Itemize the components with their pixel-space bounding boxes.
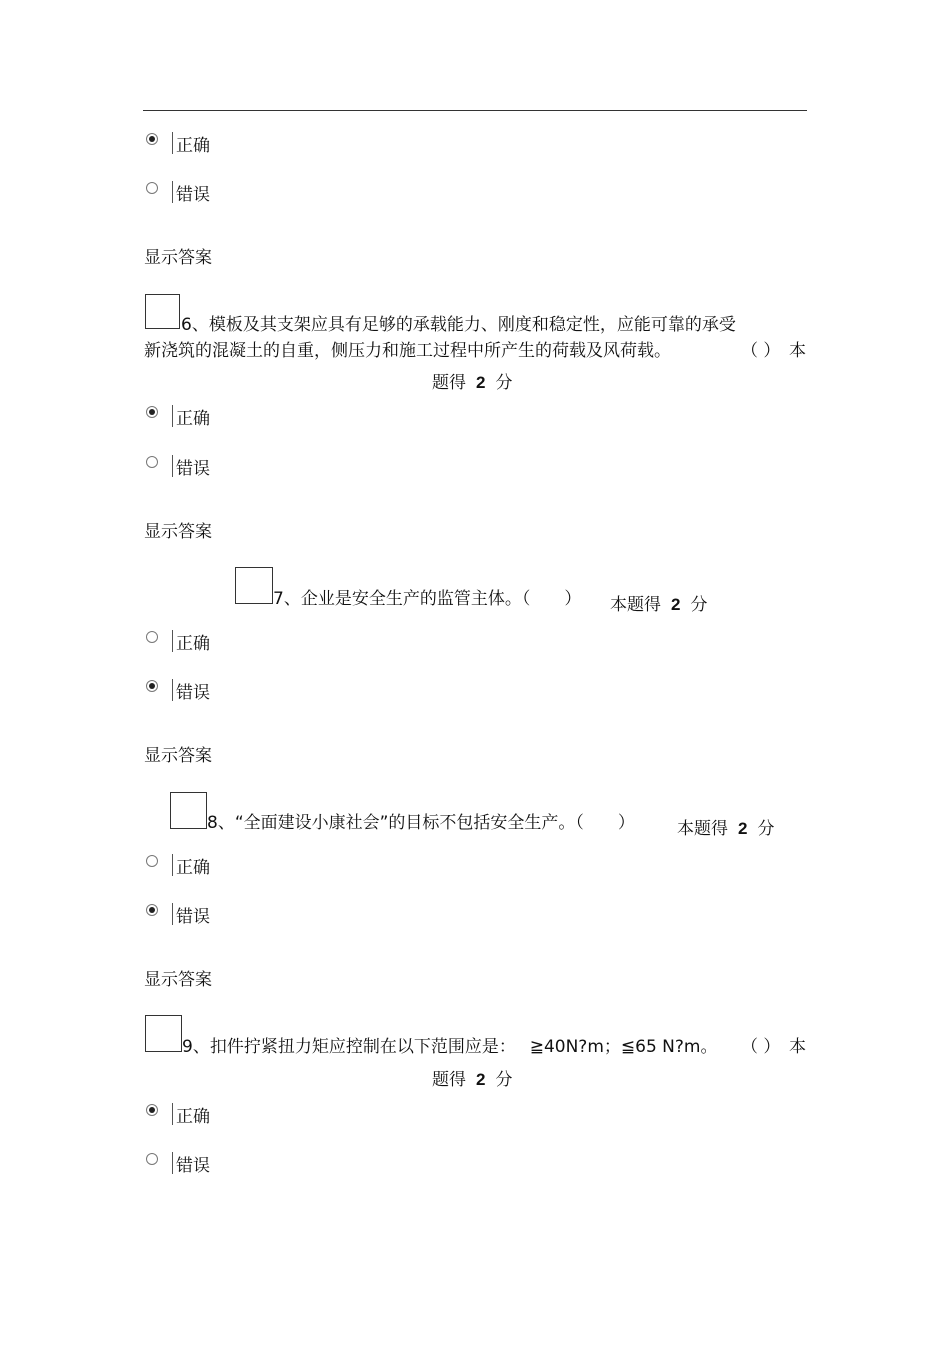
divider bbox=[172, 455, 173, 477]
score-unit: 分 bbox=[690, 595, 708, 615]
divider bbox=[172, 181, 173, 203]
q5-option-wrong[interactable] bbox=[146, 182, 210, 208]
score-points: 2 bbox=[671, 595, 681, 614]
radio-unchecked-icon[interactable] bbox=[146, 1153, 158, 1165]
radio-unchecked-icon[interactable] bbox=[146, 456, 158, 468]
divider bbox=[172, 1103, 173, 1125]
radio-checked-icon[interactable] bbox=[146, 1104, 158, 1116]
show-answer-link[interactable]: 显示答案 bbox=[144, 248, 212, 268]
q8-score bbox=[677, 814, 774, 839]
score-points: 2 bbox=[738, 819, 748, 838]
score-prefix: 题得 bbox=[432, 1070, 466, 1090]
score-prefix: 题得 bbox=[432, 373, 466, 393]
q7-score bbox=[610, 590, 707, 615]
divider bbox=[172, 679, 173, 701]
q8-checkbox[interactable] bbox=[170, 792, 207, 829]
show-answer-link[interactable]: 显示答案 bbox=[144, 746, 212, 766]
radio-checked-icon[interactable] bbox=[146, 133, 158, 145]
show-answer-link[interactable]: 显示答案 bbox=[144, 522, 212, 542]
option-label: 正确 bbox=[176, 858, 210, 878]
option-label: 错误 bbox=[176, 907, 210, 927]
option-label: 正确 bbox=[176, 1107, 210, 1127]
divider bbox=[172, 903, 173, 925]
q8-option-wrong[interactable] bbox=[146, 904, 210, 930]
q8-option-correct[interactable] bbox=[146, 855, 210, 881]
q9-option-wrong[interactable] bbox=[146, 1153, 210, 1179]
q5-option-correct[interactable] bbox=[146, 133, 210, 159]
divider bbox=[172, 630, 173, 652]
score-points: 2 bbox=[476, 373, 486, 392]
top-divider bbox=[143, 110, 807, 111]
radio-unchecked-icon[interactable] bbox=[146, 631, 158, 643]
q7-text: 7、企业是安全生产的监管主体。（ ） bbox=[273, 589, 582, 609]
q6-checkbox[interactable] bbox=[145, 294, 180, 329]
q7-option-correct[interactable] bbox=[146, 631, 210, 657]
option-label: 错误 bbox=[176, 459, 210, 479]
q6-option-correct[interactable] bbox=[146, 406, 210, 432]
score-points: 2 bbox=[476, 1070, 486, 1089]
q6-paren: （ ） bbox=[741, 341, 781, 361]
divider bbox=[172, 1152, 173, 1174]
option-label: 错误 bbox=[176, 1156, 210, 1176]
option-label: 错误 bbox=[176, 683, 210, 703]
score-unit: 分 bbox=[495, 373, 513, 393]
divider bbox=[172, 854, 173, 876]
q9-score bbox=[432, 1065, 512, 1090]
q6-score bbox=[432, 368, 512, 393]
option-label: 正确 bbox=[176, 409, 210, 429]
q7-option-wrong[interactable] bbox=[146, 680, 210, 706]
q8-text: 8、“全面建设小康社会”的目标不包括安全生产。（ ） bbox=[207, 813, 635, 833]
divider bbox=[172, 405, 173, 427]
radio-unchecked-icon[interactable] bbox=[146, 182, 158, 194]
q6-text: 6、模板及其支架应具有足够的承载能力、刚度和稳定性，应能可靠的承受 bbox=[181, 315, 736, 335]
radio-checked-icon[interactable] bbox=[146, 680, 158, 692]
show-answer-link[interactable]: 显示答案 bbox=[144, 970, 212, 990]
q7-checkbox[interactable] bbox=[235, 567, 273, 604]
radio-checked-icon[interactable] bbox=[146, 406, 158, 418]
q9-option-correct[interactable] bbox=[146, 1104, 210, 1130]
option-label: 正确 bbox=[176, 136, 210, 156]
radio-unchecked-icon[interactable] bbox=[146, 855, 158, 867]
q9-checkbox[interactable] bbox=[145, 1015, 182, 1052]
q9-paren: （ ） bbox=[741, 1037, 781, 1057]
option-label: 正确 bbox=[176, 634, 210, 654]
q6-option-wrong[interactable] bbox=[146, 456, 210, 482]
q6-text-line2: 新浇筑的混凝土的自重，侧压力和施工过程中所产生的荷载及风荷载。 bbox=[144, 341, 671, 361]
score-unit: 分 bbox=[495, 1070, 513, 1090]
q6-score-mark: 本 bbox=[789, 341, 806, 361]
q9-text: 9、扣件拧紧扭力矩应控制在以下范围应是： ≧40N?m；≦65 N?m。 bbox=[182, 1037, 718, 1057]
score-prefix: 本题得 bbox=[677, 819, 728, 839]
score-prefix: 本题得 bbox=[610, 595, 661, 615]
score-unit: 分 bbox=[757, 819, 775, 839]
radio-checked-icon[interactable] bbox=[146, 904, 158, 916]
option-label: 错误 bbox=[176, 185, 210, 205]
divider bbox=[172, 132, 173, 154]
q9-score-mark: 本 bbox=[789, 1037, 806, 1057]
